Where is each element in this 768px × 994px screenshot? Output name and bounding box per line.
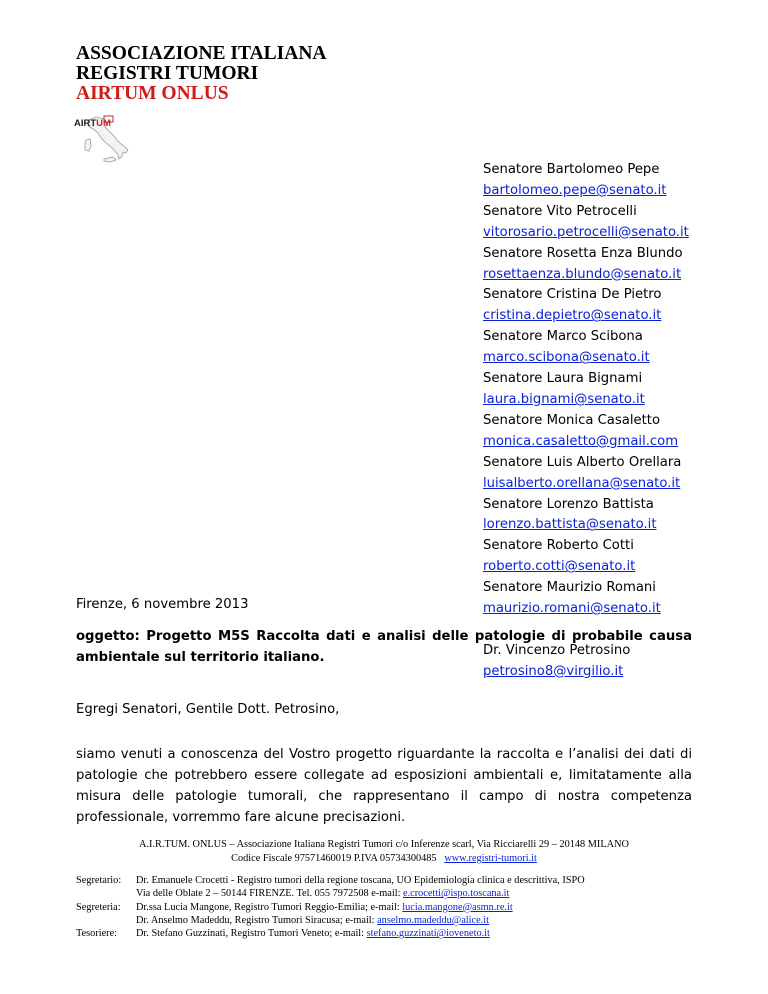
footer-email-link[interactable]: lucia.mangone@asmn.re.it <box>402 901 513 913</box>
recipient-name: Senatore Luis Alberto Orellara <box>483 454 682 470</box>
recipient-email-link[interactable]: bartolomeo.pepe@senato.it <box>483 182 667 198</box>
org-name-line2: REGISTRI TUMORI <box>76 63 259 84</box>
footer-role-label: Tesoriere: <box>76 928 118 940</box>
recipient-email-link[interactable]: maurizio.romani@senato.it <box>483 601 661 617</box>
recipient-email-link[interactable]: marco.scibona@senato.it <box>483 350 650 366</box>
body-paragraph: siamo venuti a conoscenza del Vostro progetto riguardante la raccolta e l’analisi dei dati di patologie che potrebbero essere collegate ad esposizioni ambientali e, limitatamente alla misura delle patologie tumorali, che rappresentano il campo di nostra competenza professionale, vorremmo fare alcune precisazioni. <box>76 747 692 825</box>
salutation: Egregi Senatori, Gentile Dott. Petrosino, <box>76 702 340 717</box>
footer-role-text <box>136 914 489 927</box>
footer-codes-text: Codice Fiscale 97571460019 P.IVA 05734300485 <box>231 853 437 864</box>
recipient-email-link[interactable]: cristina.depietro@senato.it <box>483 308 662 324</box>
footer-role-detail: Dr. Anselmo Madeddu, Registro Tumori Siracusa; e-mail: <box>136 914 378 926</box>
footer-role-text <box>136 887 509 900</box>
recipient-email-link[interactable]: vitorosario.petrocelli@senato.it <box>483 224 689 240</box>
recipient-email-link[interactable]: luisalberto.orellana@senato.it <box>483 475 681 491</box>
recipient-email-link[interactable]: monica.casaletto@gmail.com <box>483 433 679 449</box>
footer-officer-row <box>76 887 585 900</box>
footer-role-label: Segretario: <box>76 875 122 886</box>
recipient-name: Dr. Vincenzo Petrosino <box>483 642 631 658</box>
subject-line: oggetto: Progetto M5S Raccolta dati e analisi delle patologie di probabile causa ambientale sul territorio italiano. <box>76 629 692 665</box>
footer-email-link[interactable]: stefano.guzzinati@ioveneto.it <box>366 928 490 940</box>
footer-role-text <box>136 901 513 914</box>
footer-role-detail: Via delle Oblate 2 – 50144 FIRENZE. Tel. 055 7972508 e-mail: <box>136 888 403 900</box>
footer-email-link[interactable]: e.crocetti@ispo.toscana.it <box>403 888 510 900</box>
footer-role-detail: Dr. Stefano Guzzinati, Registro Tumori Veneto; e-mail: <box>136 928 367 940</box>
sardinia-shape-icon <box>85 139 91 151</box>
recipient-name: Senatore Roberto Cotti <box>483 538 634 554</box>
website-link[interactable]: www.registri-tumori.it <box>444 853 537 864</box>
recipient-name: Senatore Marco Scibona <box>483 329 643 345</box>
date-line: Firenze, 6 novembre 2013 <box>76 597 249 612</box>
recipient-name: Senatore Bartolomeo Pepe <box>483 162 660 177</box>
footer-role-label <box>76 887 136 900</box>
recipient-name: Senatore Rosetta Enza Blundo <box>483 245 683 261</box>
footer-officers <box>76 874 585 940</box>
recipient-name: Senatore Maurizio Romani <box>483 580 656 596</box>
org-name-line3: AIRTUM ONLUS <box>76 83 229 104</box>
logo-text-dark: AIRT <box>74 118 97 129</box>
footer-officer-row <box>76 874 585 887</box>
logo-text-red: UM <box>96 118 111 129</box>
footer-address: A.I.R.TUM. ONLUS – Associazione Italiana Registri Tumori c/o Inferenze scarl, Via Ricciarelli 29 – 20148 MILANO <box>139 839 629 850</box>
svg-text:AIRTUM <box>74 118 111 129</box>
footer-role-label: Segreteria: <box>76 901 121 913</box>
footer-email-link[interactable]: anselmo.madeddu@alice.it <box>377 914 489 926</box>
footer-officer-row <box>76 914 585 927</box>
org-name-line1: ASSOCIAZIONE ITALIANA <box>76 43 327 64</box>
airtum-logo <box>74 114 136 164</box>
footer-tax-codes <box>76 852 692 866</box>
recipient-name: Senatore Monica Casaletto <box>483 412 661 428</box>
recipient-email-link[interactable]: petrosino8@virgilio.it <box>483 663 624 679</box>
recipient-name: Senatore Laura Bignami <box>483 371 643 387</box>
footer-role-label <box>76 914 136 927</box>
recipient-name: Senatore Vito Petrocelli <box>483 203 637 219</box>
recipient-email-link[interactable]: roberto.cotti@senato.it <box>483 559 636 575</box>
recipient-name: Senatore Cristina De Pietro <box>483 287 662 303</box>
footer-role-detail: Dr. Emanuele Crocetti - Registro tumori della regione toscana, UO Epidemiologia clinica e descrittiva, ISPO <box>136 875 585 886</box>
recipient-email-link[interactable]: lorenzo.battista@senato.it <box>483 517 657 533</box>
footer-officer-row <box>76 927 585 940</box>
sicily-shape-icon <box>104 157 116 162</box>
recipient-email-link[interactable]: rosettaenza.blundo@senato.it <box>483 266 682 282</box>
footer-role-text <box>136 927 490 940</box>
footer-role-text <box>136 874 585 887</box>
recipient-name: Senatore Lorenzo Battista <box>483 496 654 512</box>
footer-officer-row <box>76 901 585 914</box>
recipient-email-link[interactable]: laura.bignami@senato.it <box>483 391 645 407</box>
footer-role-detail: Dr.ssa Lucia Mangone, Registro Tumori Reggio-Emilia; e-mail: <box>136 901 403 913</box>
